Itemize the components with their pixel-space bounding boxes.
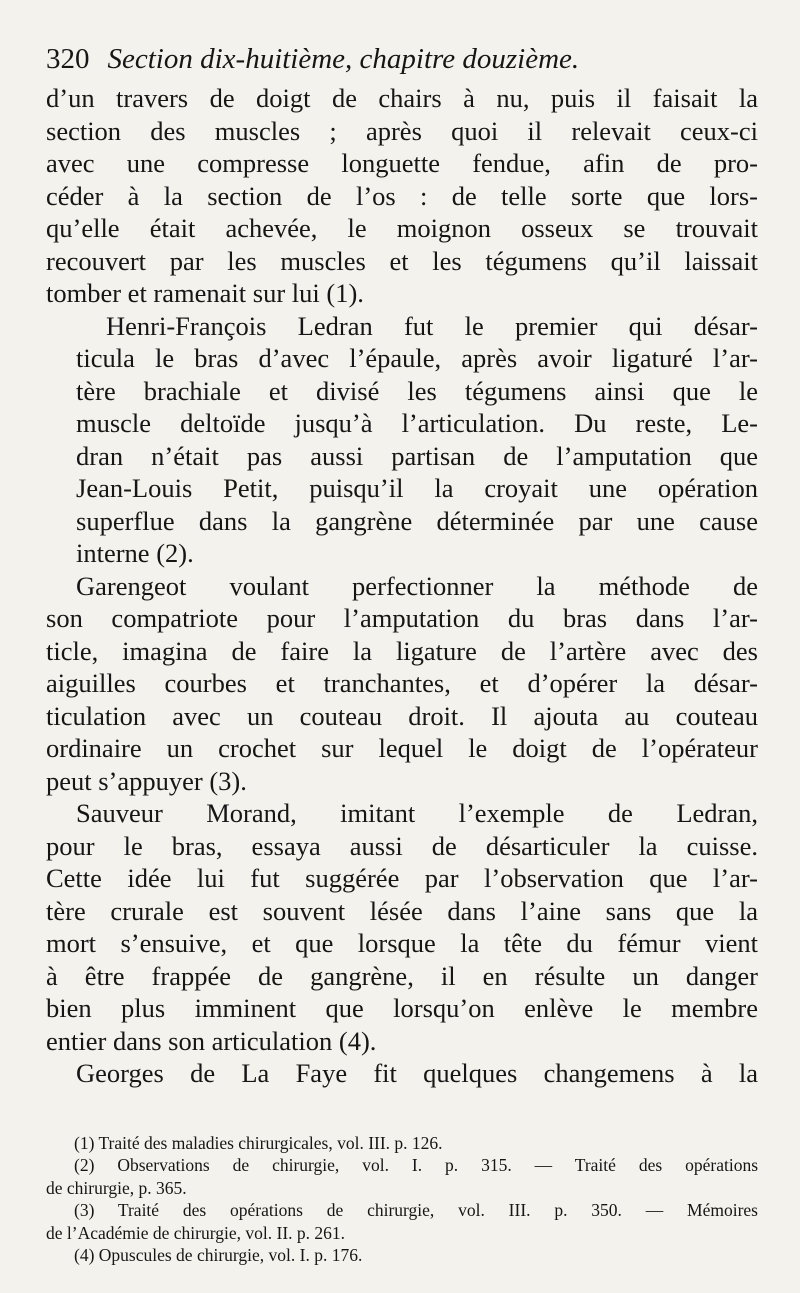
text-line: peut s’appuyer (3). — [46, 765, 247, 796]
footnote-3 — [46, 1199, 758, 1244]
text-line: tomber et ramenait sur lui (1). — [46, 278, 364, 308]
text-line: Jean-Louis Petit, puisqu’il la croyait une opération — [76, 473, 758, 503]
text-line: section des muscles ; après quoi il relevait ceux-ci — [46, 115, 758, 146]
text-line: pour le bras, essaya aussi de désarticuler la cuisse. — [46, 830, 758, 861]
footnote-line: (1) Traité des maladies chirurgicales, vol. III. p. 126. — [74, 1132, 443, 1153]
text-line: Sauveur Morand, imitant l’exemple de Ledran, — [76, 798, 758, 828]
running-header — [46, 38, 758, 80]
text-line: d’un travers de doigt de chairs à nu, puis il faisait la — [46, 83, 758, 113]
text-line: dran n’était pas aussi partisan de l’amputation que — [76, 440, 758, 471]
footnote-line: de l’Académie de chirurgie, vol. II. p. 261. — [46, 1222, 346, 1243]
footnote-1 — [46, 1132, 758, 1155]
text-line: ticle, imagina de faire la ligature de l’artère avec des — [46, 635, 758, 666]
footnote-line: (3) Traité des opérations de chirurgie, vol. III. p. 350. — Mémoires — [74, 1200, 758, 1220]
text-line: ticula le bras d’avec l’épaule, après avoir ligaturé l’ar- — [76, 343, 758, 373]
text-line: tère crurale est souvent lésée dans l’aine sans que la — [46, 895, 758, 926]
text-line: interne (2). — [76, 538, 194, 568]
body-text — [46, 82, 758, 1090]
text-line: avec une compresse longuette fendue, afin de pro- — [46, 148, 758, 178]
text-line: aiguilles courbes et tranchantes, et d’opérer la désar- — [46, 668, 758, 698]
text-line: ticulation avec un couteau droit. Il ajouta au couteau — [46, 700, 758, 731]
paragraph-5 — [46, 1057, 758, 1090]
text-line: muscle deltoïde jusqu’à l’articulation. Du reste, Le- — [76, 408, 758, 438]
text-line: céder à la section de l’os : de telle sorte que lors- — [46, 180, 758, 211]
text-line: qu’elle était achevée, le moignon osseux se trouvait — [46, 213, 758, 243]
text-line: mort s’ensuive, et que lorsque la tête du fémur vient — [46, 928, 758, 958]
paragraph-4 — [46, 797, 758, 1057]
footnotes — [46, 1132, 758, 1267]
text-line: Henri-François Ledran fut le premier qui désar- — [106, 310, 758, 341]
text-line: recouvert par les muscles et les tégumens qu’il laissait — [46, 245, 758, 276]
text-line: ordinaire un crochet sur lequel le doigt de l’opérateur — [46, 733, 758, 763]
footnote-line: de chirurgie, p. 365. — [46, 1177, 187, 1198]
text-line: son compatriote pour l’amputation du bras dans l’ar- — [46, 603, 758, 633]
page-number: 320 — [46, 43, 90, 75]
text-line: Garengeot voulant perfectionner la méthode de — [76, 570, 758, 601]
paragraph-2 — [46, 310, 758, 570]
paragraph-1 — [46, 82, 758, 310]
paragraph-3 — [46, 570, 758, 798]
text-line: tère brachiale et divisé les tégumens ainsi que le — [76, 375, 758, 406]
running-title: Section dix-huitième, chapitre douzième. — [107, 43, 580, 75]
text-line: à être frappée de gangrène, il en résulte un danger — [46, 960, 758, 991]
footnote-4 — [46, 1244, 758, 1267]
text-line: bien plus imminent que lorsqu’on enlève le membre — [46, 993, 758, 1023]
text-line: entier dans son articulation (4). — [46, 1025, 377, 1056]
footnote-line: (2) Observations de chirurgie, vol. I. p. 315. — Traité des opérations — [74, 1155, 758, 1175]
footnote-line: (4) Opuscules de chirurgie, vol. I. p. 176. — [74, 1245, 363, 1265]
footnote-2 — [46, 1154, 758, 1199]
text-line: Georges de La Faye fit quelques changemens à la — [76, 1058, 758, 1088]
text-line: Cette idée lui fut suggérée par l’observation que l’ar- — [46, 863, 758, 893]
text-line: superflue dans la gangrène déterminée par une cause — [76, 505, 758, 536]
